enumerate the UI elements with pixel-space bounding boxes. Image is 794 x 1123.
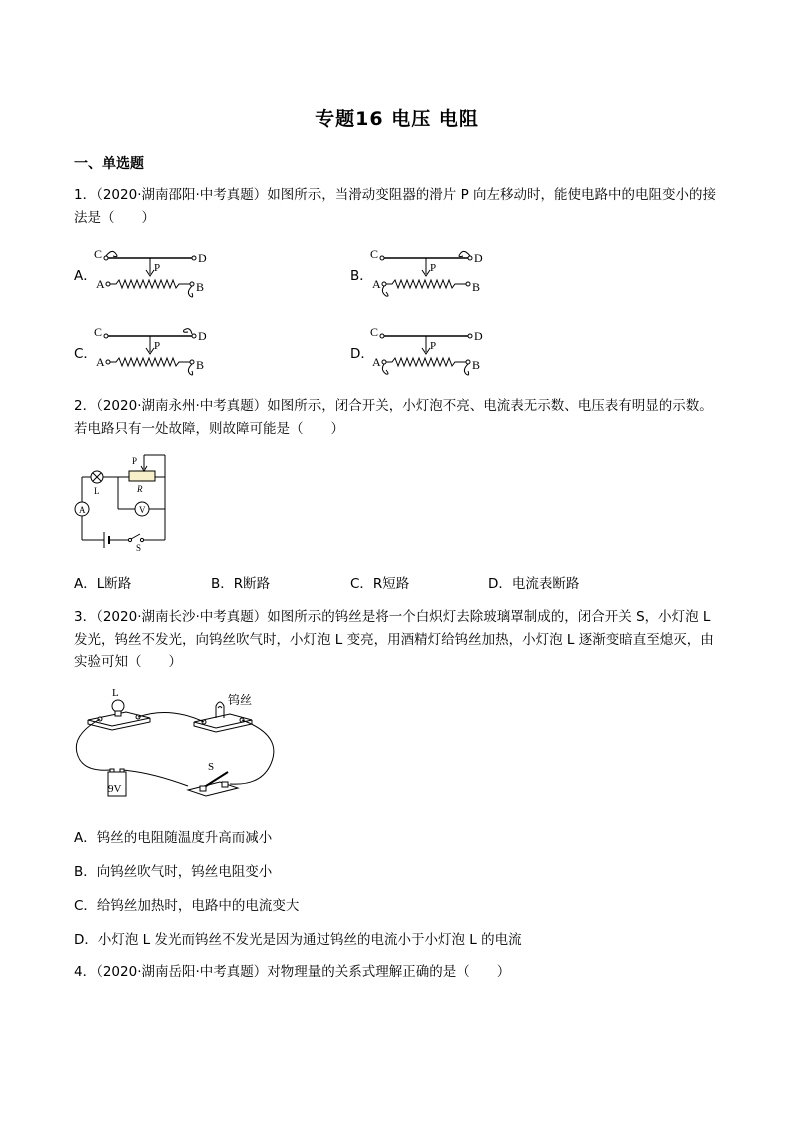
q1-option-b-label: B． <box>350 268 373 284</box>
tungsten-label: 钨丝 <box>228 693 253 707</box>
terminal-c-label: C <box>370 247 379 261</box>
switch-s-label: S <box>208 761 215 773</box>
terminal-c-label: C <box>94 247 103 261</box>
terminal-d-label: D <box>474 329 483 343</box>
slider-p-label: P <box>154 340 161 352</box>
terminal-a-label: A <box>372 355 381 369</box>
lamp-l-label: L <box>94 486 100 496</box>
q3-option-c: C．给钨丝加热时，电路中的电流变大 <box>74 898 300 914</box>
terminal-c-label: C <box>94 325 103 339</box>
terminal-a-label: A <box>96 277 105 291</box>
q3-option-a: A．钨丝的电阻随温度升高而减小 <box>74 830 273 846</box>
terminal-a-label: A <box>96 355 105 369</box>
terminal-b-label: B <box>472 280 481 294</box>
q1-rheostat-b-diagram <box>368 244 493 304</box>
q3-stem-line2: 发光，钨丝不发光，向钨丝吹气时，小灯泡 L 变亮，用酒精灯给钨丝加热，小灯泡 L 逐渐变暗直至熄灭，由 <box>74 632 714 648</box>
q1-stem-line1: 1．（2020·湖南邵阳·中考真题）如图所示，当滑动变阻器的滑片 P 向左移动时，能使电路中的电阻变小的接 <box>74 187 717 203</box>
slider-p-label: P <box>430 262 437 274</box>
q3-option-b: B．向钨丝吹气时，钨丝电阻变小 <box>74 864 273 880</box>
terminal-d-label: D <box>198 251 207 265</box>
slider-p-label: P <box>430 340 437 352</box>
q2-option-b: B．R断路 <box>211 576 271 592</box>
q1-option-a-label: A． <box>74 268 97 284</box>
battery-9v-label: 9V <box>108 783 122 795</box>
q3-stem-line1: 3．（2020·湖南长沙·中考真题）如图所示的钨丝是将一个白炽灯去除玻璃罩制成的，闭合开关 S，小灯泡 L <box>74 609 711 625</box>
switch-s-label: S <box>136 543 142 553</box>
q1-rheostat-a-diagram <box>92 244 217 304</box>
slider-p-label: P <box>154 262 161 274</box>
terminal-a-label: A <box>372 277 381 291</box>
q2-stem-line2: 若电路只有一处故障，则故障可能是（ ） <box>74 421 344 437</box>
q1-rheostat-d-diagram <box>368 322 493 382</box>
q2-option-d: D．电流表断路 <box>488 576 580 592</box>
terminal-c-label: C <box>370 325 379 339</box>
page-title: 专题16 电压 电阻 <box>315 108 479 130</box>
terminal-b-label: B <box>196 358 205 372</box>
q1-option-d-label: D． <box>350 346 374 362</box>
q1-rheostat-c-diagram <box>92 322 217 382</box>
section-heading: 一、单选题 <box>74 156 144 172</box>
q2-option-a: A．L断路 <box>74 576 132 592</box>
terminal-b-label: B <box>196 280 205 294</box>
q2-option-c: C．R短路 <box>350 576 410 592</box>
lamp-l-label: L <box>112 687 119 699</box>
q1-option-c-label: C． <box>74 346 97 362</box>
q3-experiment-figure <box>70 686 290 806</box>
rheostat-r-label: R <box>137 484 143 494</box>
terminal-d-label: D <box>198 329 207 343</box>
ammeter-label: A <box>79 505 86 515</box>
slider-p-label: P <box>132 456 138 466</box>
q2-circuit-diagram <box>74 452 174 552</box>
q3-stem-line3: 实验可知（ ） <box>74 654 182 670</box>
terminal-b-label: B <box>472 358 481 372</box>
q2-stem-line1: 2．（2020·湖南永州·中考真题）如图所示，闭合开关，小灯泡不亮、电流表无示数、电压表有明显的示数。 <box>74 398 713 414</box>
q3-option-d: D．小灯泡 L 发光而钨丝不发光是因为通过钨丝的电流小于小灯泡 L 的电流 <box>74 932 522 948</box>
q4-stem-line1: 4．（2020·湖南岳阳·中考真题）对物理量的关系式理解正确的是（ ） <box>74 964 511 980</box>
q1-stem-line2: 法是（ ） <box>74 210 155 226</box>
terminal-d-label: D <box>474 251 483 265</box>
voltmeter-label: V <box>139 505 146 515</box>
